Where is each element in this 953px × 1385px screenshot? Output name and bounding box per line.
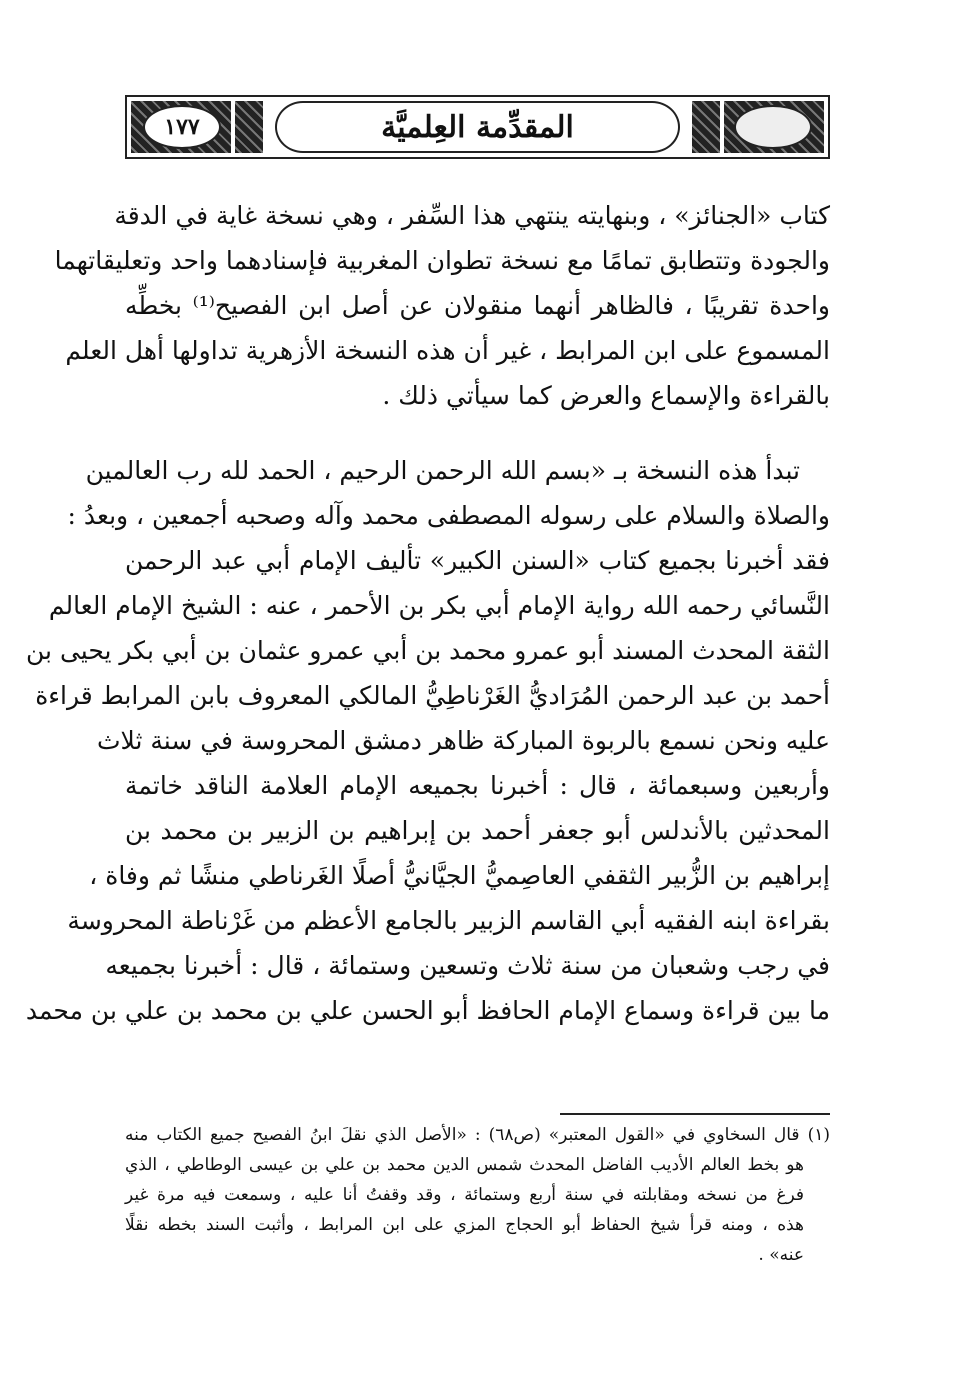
text-line: وأربعين وسبعمائة ، قال : أخبرنا بجميعه الإمام العلامة الناقد خاتمة [125, 771, 830, 800]
text-line: والصلاة والسلام على رسوله المصطفى محمد وآله وصحبه أجمعين ، وبعدُ : [67, 501, 830, 530]
text-line: في رجب وشعبان من سنة ثلاث وتسعين وستمائة ، قال : أخبرنا بجميعه [105, 951, 830, 980]
footnote-line: عنه» . [758, 1245, 804, 1265]
footnotes [125, 1120, 830, 1270]
text-line: إبراهيم بن الزُّبير الثقفي العاصِميُّ الجيَّانيُّ أصلًا الغَرناطي منشًا ثم وفاة ، [89, 861, 830, 890]
book-logo [734, 105, 812, 149]
text-line: النَّسائي رحمه الله رواية الإمام أبي بكر بن الأحمر ، عنه : الشيخ الإمام العالم [48, 591, 830, 620]
text-line: ما بين قراءة وسماع الإمام الحافظ أبو الحسن علي بن محمد بن علي بن محمد [25, 996, 830, 1025]
text-line: فقد أخبرنا بجميع كتاب «السنن الكبير» تأليف الإمام أبي عبد الرحمن [125, 546, 830, 575]
paragraph [54, 193, 831, 418]
text-line: الثقة المحدث المسند أبو عمرو محمد بن أبي عمرو عثمان بن أبي بكر يحيى بن [26, 636, 830, 665]
text-line: والجودة وتتطابق تمامًا مع نسخة تطوان المغربية فإسنادهما واحد وتعليقاتهما [54, 246, 830, 275]
ornament [235, 101, 263, 153]
text-line: المحدثين بالأندلس أبو جعفر أحمد بن إبراهيم بن الزبير بن محمد بن [125, 816, 830, 845]
ornament [692, 101, 720, 153]
page-number: ١٧٧ [143, 105, 221, 149]
footnote-line: هو بخط العالم الأديب الفاضل المحدث شمس الدين محمد بن علي بن عيسى الوطاطي ، الذي [125, 1155, 804, 1175]
text-line: المسموع على ابن المرابط ، غير أن هذه النسخة الأزهرية تداولها أهل العلم [65, 336, 830, 365]
body-text [25, 193, 831, 1033]
text-line: بالقراءة والإسماع والعرض كما سيأتي ذلك . [382, 381, 830, 410]
footnote-line: هذه ، ومنه قرأ شيخ الحفاظ أبو الحجاج المزي على ابن المرابط ، وأثبت السند بخطه نقلًا [125, 1215, 804, 1235]
running-header [125, 95, 830, 159]
text-line: بقراءة ابنه الفقيه أبي القاسم الزبير بالجامع الأعظم من غَرْناطة المحروسة [67, 906, 830, 935]
text-line: أحمد بن عبد الرحمن المُرَاديُّ الغَرْناطِيُّ المالكي المعروف بابن المرابط قراءة [35, 681, 830, 710]
text-line: عليه ونحن نسمع بالربوة المباركة ظاهر دمشق المحروسة في سنة ثلاث [97, 726, 830, 755]
text-line: واحدة تقريبًا ، فالظاهر أنهما منقولان عن أصل ابن الفصيح⁽¹⁾ بخطِّه [125, 291, 831, 320]
page-title: المقدِّمة العِلميَّة [275, 101, 680, 153]
text-line: كتاب «الجنائز» ، وبنهايته ينتهي هذا السِّفر ، وهي نسخة غاية في الدقة [114, 201, 830, 230]
text-line: تبدأ هذه النسخة بـ «بسم الله الرحمن الرحيم ، الحمد لله رب العالمين [85, 456, 800, 485]
footnote-line: (١) قال السخاوي في «القول المعتبر» (ص٦٨) : «الأصل الذي نقلَ ابنُ الفصيح جميع الكتاب منه [125, 1125, 830, 1145]
paragraph [25, 448, 830, 1033]
footnote-line: فرغ من نسخه ومقابلته في سنة أربع وستمائة ، وقد وقفتُ أنا عليه ، وسمعت فيه مرة غير [125, 1185, 804, 1205]
footnote-separator [560, 1113, 830, 1115]
